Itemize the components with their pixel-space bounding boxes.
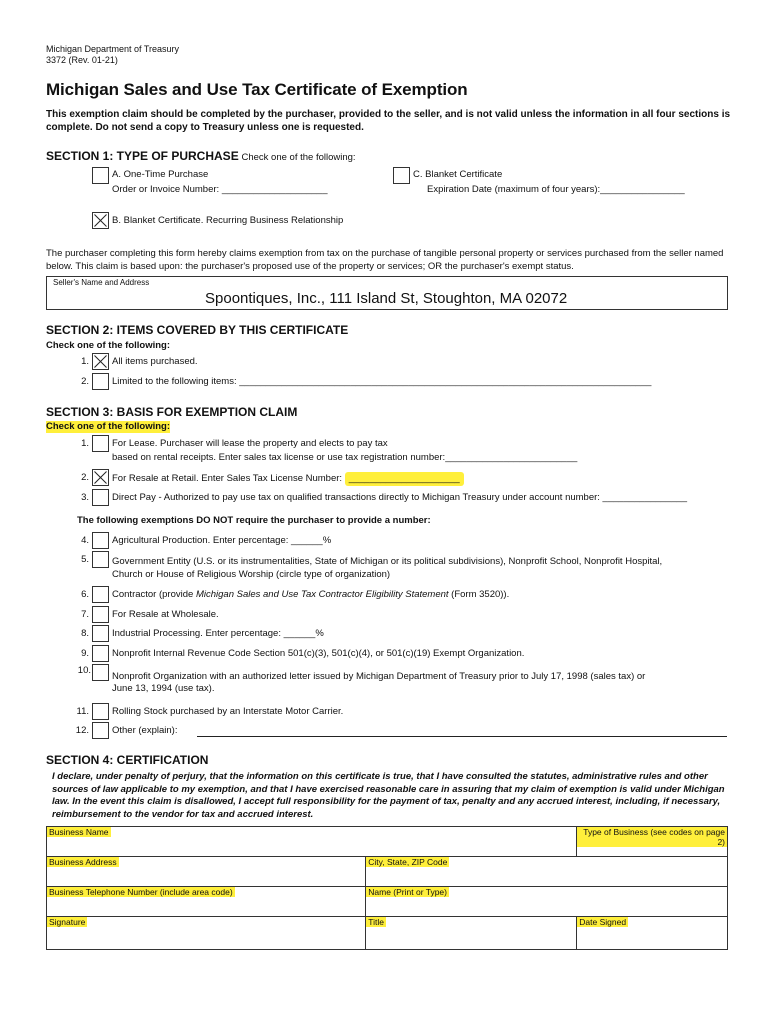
resale-wholesale-checkbox[interactable] xyxy=(92,606,109,623)
title-label: Title xyxy=(368,917,385,927)
section3-instruction: Check one of the following: xyxy=(46,421,171,432)
business-name-field[interactable] xyxy=(47,827,577,857)
phone-label: Business Telephone Number (include area code) xyxy=(49,887,233,897)
order-invoice-number-field[interactable]: Order or Invoice Number: ____________________ xyxy=(112,184,328,195)
form-title: Michigan Sales and Use Tax Certificate of Exemption xyxy=(46,80,468,99)
date-signed-field[interactable] xyxy=(577,917,728,950)
certification-declaration: I declare, under penalty of perjury, that the information on this certificate is true, that I have consulted the statutes, administrative rules and other sources of law applicable to my exemption, and that I have exercised reasonable care in assuring that my claim of exemption is valid under Michigan law. In the event this claim is disallowed, I accept full responsibility for the payment of tax, penalty and any accrued interest, including, if necessary, reimbursement to the vendor for tax and accrued interest. xyxy=(52,771,725,820)
section1-header xyxy=(46,149,356,164)
business-address-field[interactable] xyxy=(47,857,366,887)
city-state-zip-field[interactable] xyxy=(366,857,728,887)
title-field[interactable] xyxy=(366,917,577,950)
lease-registration-field[interactable]: based on rental receipts. Enter sales tax license or use tax registration number:_________________________ xyxy=(112,452,578,463)
no-number-subheading: The following exemptions DO NOT require the purchaser to provide a number: xyxy=(77,515,431,526)
nonprofit-irc-label: Nonprofit Internal Revenue Code Section 501(c)(3), 501(c)(4), or 501(c)(19) Exempt Organization. xyxy=(112,648,525,659)
seller-value: Spoontiques, Inc., 111 Island St, Stoughton, MA 02072 xyxy=(205,290,568,307)
government-entity-label-2: Church or House of Religious Worship (circle type of organization) xyxy=(112,569,391,580)
contractor-label xyxy=(112,589,509,601)
nonprofit-letter-label: Nonprofit Organization with an authorized letter issued by Michigan Department of Treasury prior to July 17, 1998 (sales tax) or xyxy=(112,671,646,682)
item-number: 7. xyxy=(81,609,89,620)
seller-name-address-field[interactable] xyxy=(46,276,728,310)
sales-tax-license-field[interactable]: _____________________ xyxy=(345,472,464,486)
resale-retail-checkbox[interactable] xyxy=(92,469,109,486)
item-number: 10. xyxy=(77,665,91,676)
claim-paragraph: The purchaser completing this form hereby claims exemption from tax on the purchase of tangible personal property or services purchased from the seller named below. This claim is based upon: the purchaser's proposed use of the property or services; OR the purchaser's exempt status. xyxy=(46,248,724,272)
government-entity-checkbox[interactable] xyxy=(92,551,109,568)
contractor-text-2: (Form 3520)). xyxy=(448,589,510,600)
date-signed-label: Date Signed xyxy=(579,917,627,927)
section2-heading: SECTION 2: ITEMS COVERED BY THIS CERTIFICATE xyxy=(46,323,349,337)
agricultural-production-checkbox[interactable] xyxy=(92,532,109,549)
phone-field[interactable] xyxy=(47,887,366,917)
item-number: 1. xyxy=(81,356,89,367)
recurring-blanket-checkbox[interactable] xyxy=(92,212,109,229)
signature-label: Signature xyxy=(49,917,86,927)
item-number: 4. xyxy=(81,535,89,546)
agricultural-production-label: Agricultural Production. Enter percentage: ______% xyxy=(112,535,332,546)
for-lease-checkbox[interactable] xyxy=(92,435,109,452)
direct-pay-checkbox[interactable] xyxy=(92,489,109,506)
all-items-checkbox[interactable] xyxy=(92,353,109,370)
city-state-zip-label: City, State, ZIP Code xyxy=(368,857,448,867)
all-items-label: All items purchased. xyxy=(112,356,198,367)
item-number: 3. xyxy=(81,492,89,503)
item-number: 8. xyxy=(81,628,89,639)
business-type-field[interactable] xyxy=(577,827,728,857)
contractor-statement-title: Michigan Sales and Use Tax Contractor Eligibility Statement xyxy=(195,589,449,600)
resale-retail-row xyxy=(112,472,464,486)
rolling-stock-label: Rolling Stock purchased by an Interstate Motor Carrier. xyxy=(112,706,344,717)
blanket-certificate-checkbox[interactable] xyxy=(393,167,410,184)
other-explain-field[interactable] xyxy=(197,735,727,737)
form-number: 3372 (Rev. 01-21) xyxy=(46,55,118,65)
section1-instruction: Check one of the following: xyxy=(241,152,356,163)
intro-text: This exemption claim should be completed by the purchaser, provided to the seller, and is not valid unless the information in all four sections is complete. Do not send a copy to Treasury unless one is requested. xyxy=(46,109,731,133)
industrial-processing-label: Industrial Processing. Enter percentage: ______% xyxy=(112,628,324,639)
other-label: Other (explain): xyxy=(112,725,178,736)
for-lease-label: For Lease. Purchaser will lease the property and elects to pay tax xyxy=(112,438,388,449)
one-time-purchase-checkbox[interactable] xyxy=(92,167,109,184)
section1-heading: SECTION 1: TYPE OF PURCHASE xyxy=(46,149,239,163)
business-address-label: Business Address xyxy=(49,857,117,867)
item-number: 1. xyxy=(81,438,89,449)
nonprofit-irc-checkbox[interactable] xyxy=(92,645,109,662)
print-name-field[interactable] xyxy=(366,887,728,917)
contractor-text-1: Contractor (provide xyxy=(112,589,196,600)
item-number: 12. xyxy=(75,725,89,736)
expiration-date-field[interactable]: Expiration Date (maximum of four years):________________ xyxy=(427,184,685,195)
government-entity-label: Government Entity (U.S. or its instrumentalities, State of Michigan or its political subdivisions), Nonprofit School, Nonprofit Hospital, xyxy=(112,556,663,567)
item-number: 11. xyxy=(76,706,89,717)
section4-heading: SECTION 4: CERTIFICATION xyxy=(46,753,209,767)
section2-instruction: Check one of the following: xyxy=(46,340,171,351)
recurring-blanket-label: B. Blanket Certificate. Recurring Business Relationship xyxy=(112,215,344,226)
limited-items-checkbox[interactable] xyxy=(92,373,109,390)
resale-retail-label: For Resale at Retail. Enter Sales Tax License Number: xyxy=(112,473,343,484)
print-name-label: Name (Print or Type) xyxy=(368,887,447,897)
item-number: 6. xyxy=(81,589,89,600)
department-name: Michigan Department of Treasury xyxy=(46,44,180,54)
item-number: 9. xyxy=(81,648,89,659)
industrial-processing-checkbox[interactable] xyxy=(92,625,109,642)
item-number: 2. xyxy=(81,472,89,483)
nonprofit-letter-checkbox[interactable] xyxy=(92,664,109,681)
signature-field[interactable] xyxy=(47,917,366,950)
limited-items-field[interactable]: Limited to the following items: ______________________________________________________________________________ xyxy=(112,376,652,387)
blanket-certificate-label: C. Blanket Certificate xyxy=(413,169,503,180)
rolling-stock-checkbox[interactable] xyxy=(92,703,109,720)
other-checkbox[interactable] xyxy=(92,722,109,739)
item-number: 2. xyxy=(81,376,89,387)
section3-heading: SECTION 3: BASIS FOR EXEMPTION CLAIM xyxy=(46,405,298,419)
direct-pay-field[interactable]: Direct Pay - Authorized to pay use tax on qualified transactions directly to Michigan Treasury under account number: ________________ xyxy=(112,492,688,503)
resale-wholesale-label: For Resale at Wholesale. xyxy=(112,609,219,620)
seller-label: Seller's Name and Address xyxy=(53,278,150,287)
business-name-label: Business Name xyxy=(49,827,109,837)
one-time-purchase-label: A. One-Time Purchase xyxy=(112,169,209,180)
certification-table xyxy=(46,826,728,950)
nonprofit-letter-label-2: June 13, 1994 (use tax). xyxy=(112,683,215,694)
contractor-checkbox[interactable] xyxy=(92,586,109,603)
business-type-label: Type of Business (see codes on page 2) xyxy=(577,827,727,847)
item-number: 5. xyxy=(81,554,89,565)
